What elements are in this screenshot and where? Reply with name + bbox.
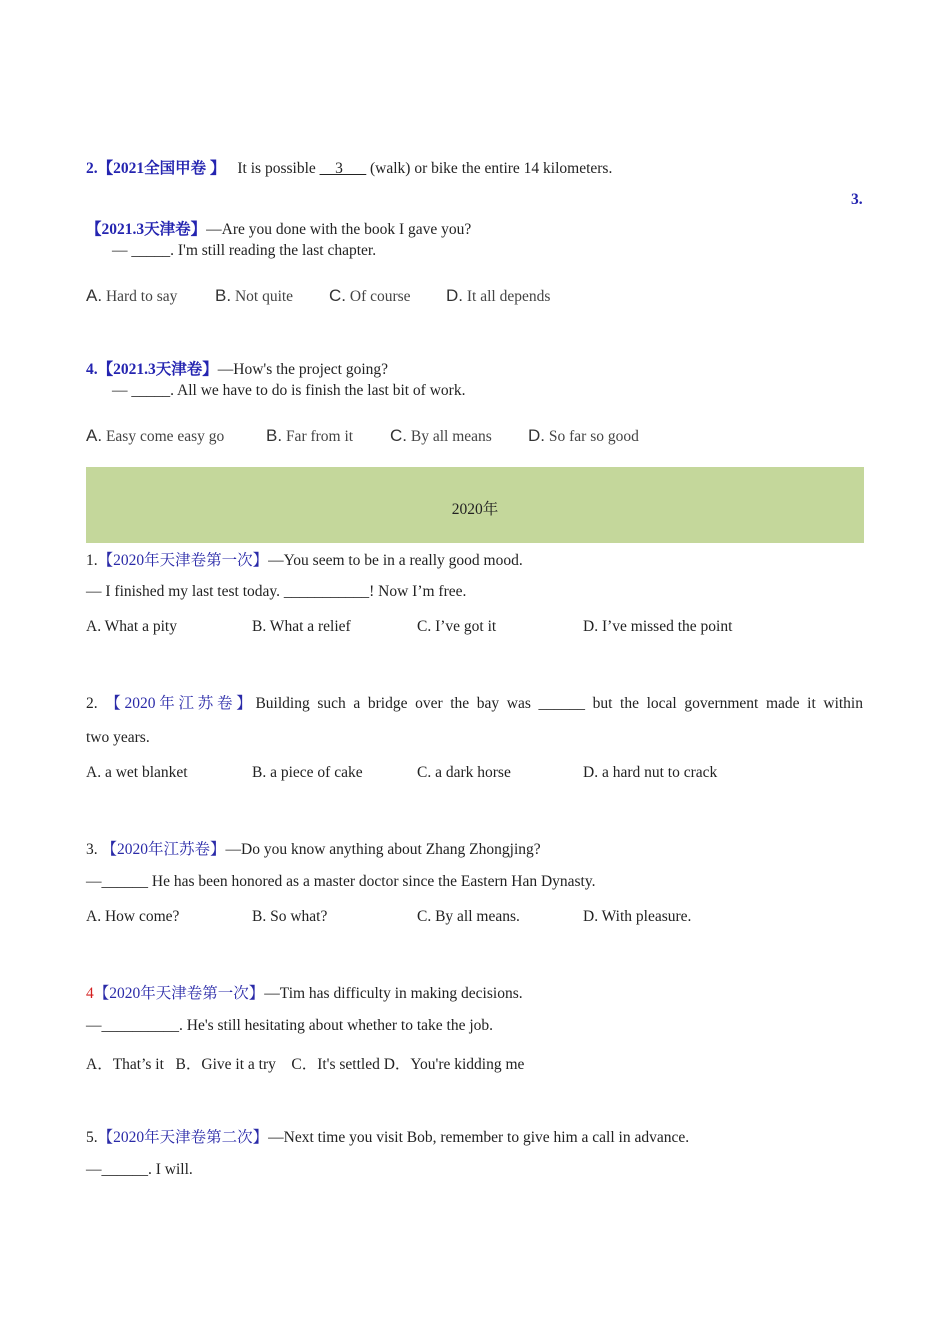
question-3-2020-options (86, 908, 692, 926)
question-4-2020-options[interactable]: A．That’s it B．Give it a try C．It's settled D．You're kidding me (86, 1056, 525, 1073)
question-text: —Do you know anything about Zhang Zhongjing? (225, 841, 541, 858)
option-b[interactable]: B. Far from it (266, 426, 354, 445)
question-4-2021-prompt (86, 357, 388, 379)
question-3-2021-answer: — _____. I'm still reading the last chapter. (112, 242, 377, 259)
question-number: 5. (86, 1129, 98, 1146)
question-number: 2. (86, 160, 98, 177)
question-source: 【2021全国甲卷 】 (97, 160, 226, 177)
question-2-2020-line2: two years. (86, 729, 150, 746)
section-title: 2020年 (451, 501, 499, 518)
question-4-2021-options (86, 426, 639, 446)
question-source: 【2020年天津卷第一次】 (93, 985, 265, 1002)
question-text: —How's the project going? (217, 361, 389, 378)
question-source: 【2020年天津卷第二次】 (97, 1129, 269, 1146)
question-3-2021-options (86, 286, 551, 306)
answer-blank: __3___ (319, 160, 367, 177)
question-text: —Next time you visit Bob, remember to give him a call in advance. (268, 1129, 690, 1146)
question-3-2020-prompt (86, 837, 541, 859)
question-number: 4 (86, 985, 94, 1002)
option-d[interactable]: D. I’ve missed the point (583, 618, 733, 635)
question-source: 【2020年天津卷第一次】 (97, 552, 269, 569)
question-text: —Tim has difficulty in making decisions. (264, 985, 523, 1002)
option-d[interactable]: D. a hard nut to crack (583, 764, 718, 781)
question-source: 【2020年江苏卷】 (101, 841, 226, 858)
question-2-2021 (86, 156, 612, 178)
question-1-2020-answer: — I finished my last test today. ___________! Now I’m free. (86, 583, 467, 600)
question-number: 3. (86, 841, 98, 858)
question-text: —Are you done with the book I gave you? (206, 221, 472, 238)
question-4-2021-answer: — _____. All we have to do is finish the last bit of work. (112, 382, 466, 399)
question-4-2020-answer: —__________. He's still hesitating about whether to take the job. (86, 1017, 494, 1034)
option-b[interactable]: B. What a relief (252, 618, 351, 635)
question-3-2021-prompt (86, 217, 471, 239)
question-1-2020-options (86, 618, 733, 636)
question-number: 4. (86, 361, 98, 378)
option-c[interactable]: C. By all means. (417, 908, 520, 925)
question-text: —You seem to be in a really good mood. (268, 552, 523, 569)
option-b[interactable]: B. So what? (252, 908, 328, 925)
option-c[interactable]: C. I’ve got it (417, 618, 497, 635)
section-header-2020 (86, 467, 864, 543)
question-text-pre: It is possible (237, 160, 316, 177)
question-number: 2. (86, 695, 98, 712)
option-b[interactable]: B. Not quite (215, 286, 294, 305)
question-source: 【2020年江苏卷】 (105, 695, 256, 712)
option-a[interactable]: A. Hard to say (86, 286, 178, 305)
option-c[interactable]: C. a dark horse (417, 764, 511, 781)
option-c[interactable]: C. By all means (390, 426, 492, 445)
question-5-2020-prompt (86, 1125, 689, 1147)
option-a[interactable]: A. How come? (86, 908, 180, 925)
question-source: 【2021.3天津卷】 (97, 361, 218, 378)
question-3-2020-answer: —______ He has been honored as a master doctor since the Eastern Han Dynasty. (86, 873, 596, 890)
question-text: Building such a bridge over the bay was ______ but the local government made it within (255, 695, 863, 712)
question-source: 【2021.3天津卷】 (86, 221, 207, 238)
question-4-2020-prompt (86, 981, 523, 1003)
question-text-post: (walk) or bike the entire 14 kilometers. (370, 160, 613, 177)
option-b[interactable]: B. a piece of cake (252, 764, 363, 781)
question-5-2020-answer: —______. I will. (86, 1161, 193, 1178)
question-3-2021-number: 3. (851, 191, 863, 208)
question-1-2020-prompt (86, 548, 523, 570)
question-2-2020-line1 (86, 691, 863, 713)
option-a[interactable]: A. Easy come easy go (86, 426, 225, 445)
option-d[interactable]: D. With pleasure. (583, 908, 692, 925)
question-2-2020-options (86, 764, 718, 782)
option-a[interactable]: A. What a pity (86, 618, 177, 635)
option-d[interactable]: D. It all depends (446, 286, 551, 305)
option-d[interactable]: D. So far so good (528, 426, 639, 445)
question-number: 1. (86, 552, 98, 569)
option-a[interactable]: A. a wet blanket (86, 764, 188, 781)
option-c[interactable]: C. Of course (329, 286, 411, 305)
